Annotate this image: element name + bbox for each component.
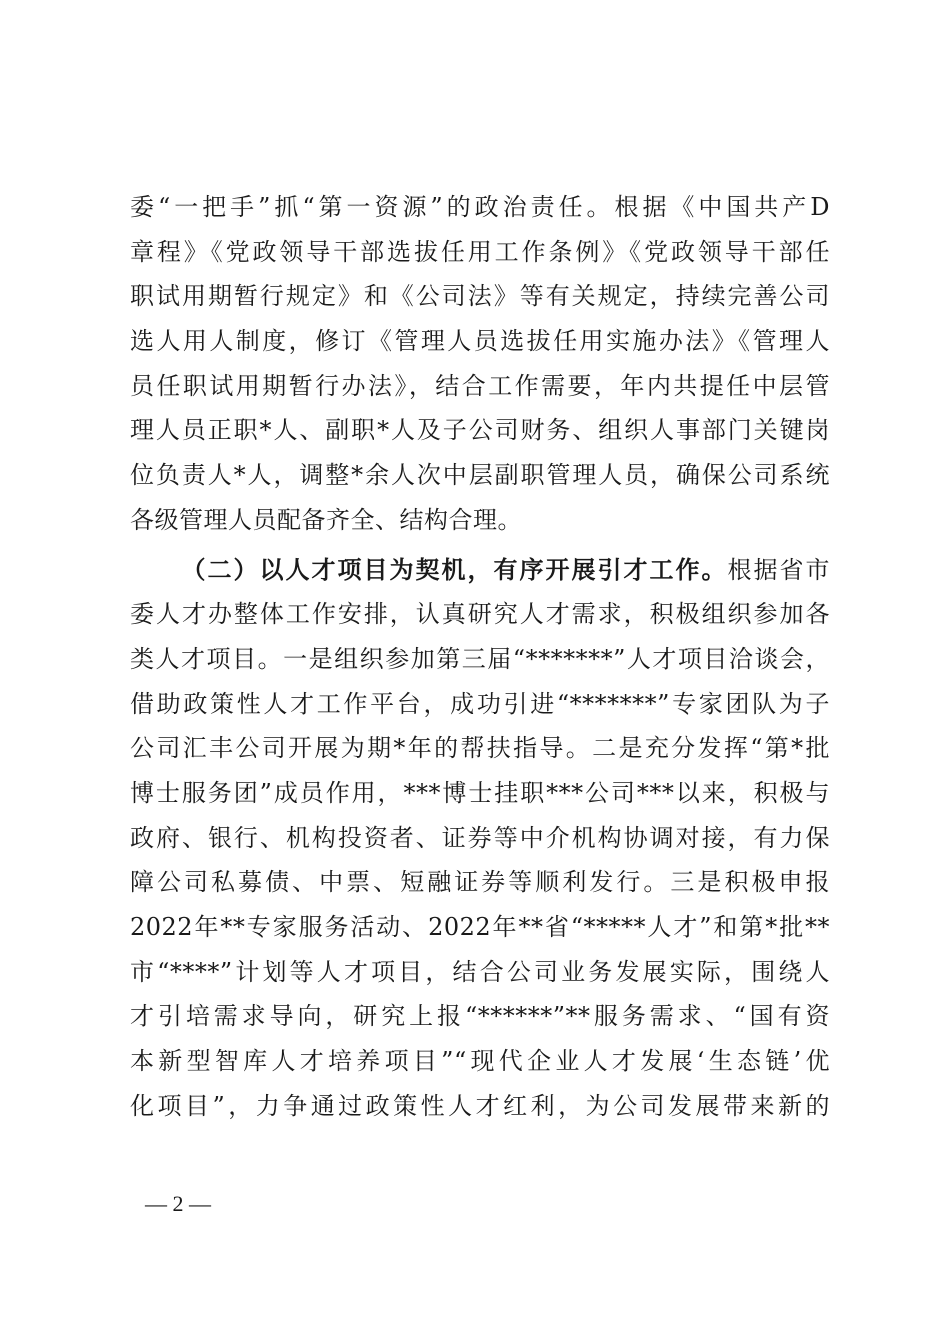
paragraph2-first-line-text: 根据省市 [727,555,830,584]
section-heading: （二）以人才项目为契机，有序开展引才工作。 [180,554,728,584]
page-number: — 2 — [145,1191,211,1216]
paragraph2-line-13: 化项目”，力争通过政策性人才红利，为公司发展带来新的 [130,1091,830,1120]
paragraph2-line-10: 市“****”计划等人才项目，结合公司业务发展实际，围绕人 [130,957,830,986]
paragraph2-first-line [130,548,830,593]
paragraph1-line-5: 员任职试用期暂行办法》，结合工作需要，年内共提任中层管 [130,371,830,400]
paragraph2-line-7: 政府、银行、机构投资者、证券等中介机构协调对接，有力保 [130,823,830,852]
body-text [130,185,830,1128]
paragraph1-line-7: 位负责人*人，调整*余人次中层副职管理人员，确保公司系统 [130,461,830,490]
paragraph1-line-8: 各级管理人员配备齐全、结构合理。 [130,505,522,534]
paragraph2-line-6: 博士服务团”成员作用，***博士挂职***公司***以来，积极与 [130,778,830,807]
paragraph1-line-2: 章程》《党政领导干部选拔任用工作条例》《党政领导干部任 [130,237,830,266]
paragraph1-line-6: 理人员正职*人、副职*人及子公司财务、组织人事部门关键岗 [130,416,830,445]
paragraph2-line-5: 公司汇丰公司开展为期*年的帮扶指导。二是充分发挥“第*批 [130,734,830,763]
paragraph1-line-1: 委“一把手”抓“第一资源”的政治责任。根据《中国共产D [130,193,830,221]
paragraph2-line-9: 2022年**专家服务活动、2022年**省“*****人才”和第*批** [130,913,830,941]
paragraph1-line-3: 职试用期暂行规定》和《公司法》等有关规定，持续完善公司 [130,282,830,311]
paragraph2-line-12: 本新型智库人才培养项目”“现代企业人才发展‘生态链’优 [130,1047,830,1076]
paragraph2-line-8: 障公司私募债、中票、短融证券等顺利发行。三是积极申报 [130,868,830,897]
paragraph2-line-11: 才引培需求导向，研究上报“******”**服务需求、“国有资 [130,1002,830,1031]
paragraph1-line-4: 选人用人制度，修订《管理人员选拔任用实施办法》《管理人 [130,327,830,356]
paragraph2-line-4: 借助政策性人才工作平台，成功引进“*******”专家团队为子 [130,689,830,718]
paragraph2-line-2: 委人才办整体工作安排，认真研究人才需求，积极组织参加各 [130,600,830,629]
paragraph2-line-3: 类人才项目。一是组织参加第三届“*******”人才项目洽谈会， [130,644,830,673]
